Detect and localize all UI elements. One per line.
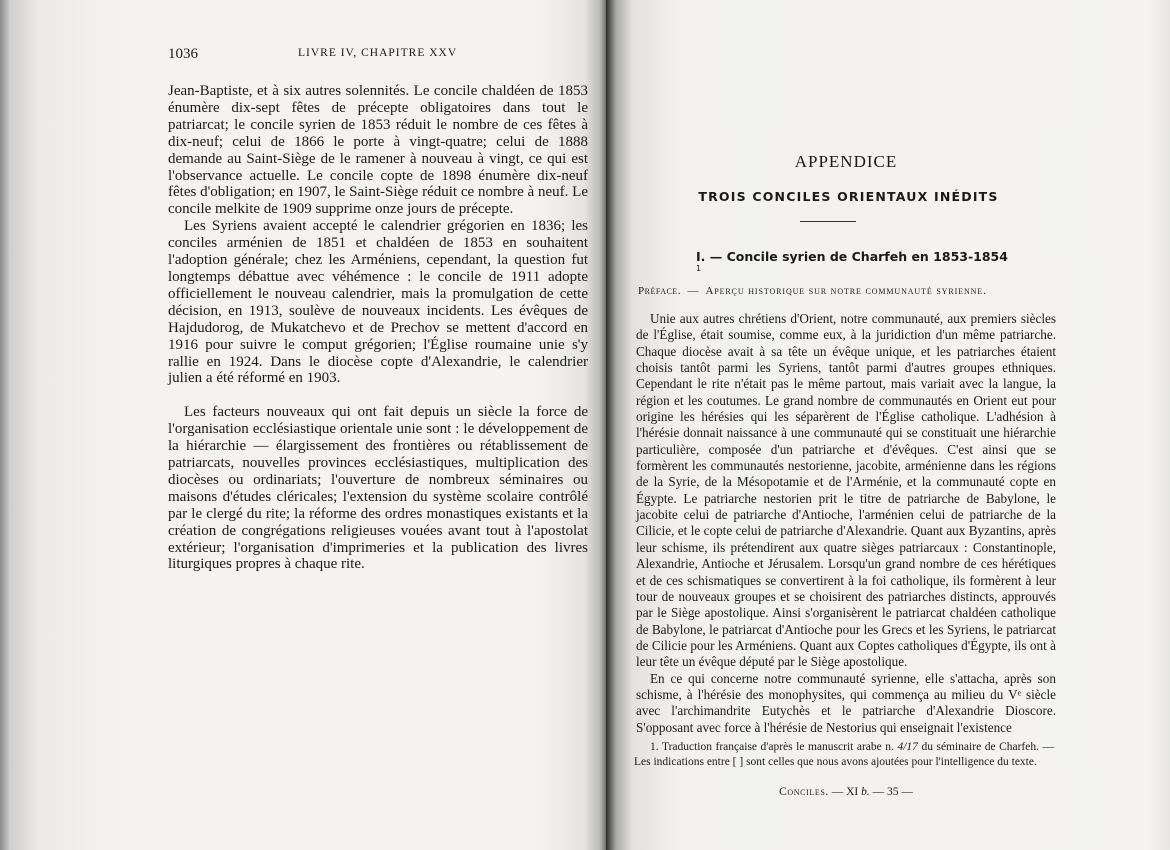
- section-heading-text: I. — Concile syrien de Charfeh en 1853-1854: [696, 249, 1008, 264]
- footnote-manuscript-ref: 4/17: [897, 741, 918, 753]
- signature-sheet: — 35 —: [872, 786, 913, 798]
- printer-signature: [636, 786, 1056, 798]
- page-number: 1036: [168, 46, 198, 62]
- preface-dash: —: [687, 285, 699, 297]
- preface-heading: Aperçu historique sur notre communauté syrienne.: [705, 285, 987, 297]
- title-rule-divider: [800, 221, 856, 222]
- appendix-subtitle: TROIS CONCILES ORIENTAUX INÉDITS: [698, 189, 999, 204]
- signature-mark: — XI: [831, 786, 859, 798]
- signature-label: Conciles.: [779, 786, 829, 798]
- right-paragraph: Unie aux autres chrétiens d'Orient, notre communauté, aux premiers siècles de l'Église, était soumise, comme eux, à la juridiction d'un même patriarche. Chaque diocèse avait à sa tête un évêque unique, et les patriarches étaient choisis tantôt parmi les Syriens, tantôt parmi d'autres groupes ethniques. Cependant le rite n'était pas le même partout, mais variait avec la langue, la région et les coutumes. Le grand nombre de communautés en Orient eut pour origine les hérésies qui les séparèrent de l'Église catholique. L'adhésion à l'hérésie donnait naissance à une communauté qui se constituait une hiérarchie particulière, composée d'un patriarche et d'évêques. C'est ainsi que se formèrent les communautés nestorienne, jacobite, arménienne dans les régions de la Syrie, de la Mésopotamie et de l'Arménie, et la communauté copte en Égypte. Le patriarche nestorien prit le titre de patriarche de Babylone, le jacobite celui de patriarche d'Antioche, l'arménien celui de patriarche de la Cilicie, et le copte celui de patriarche d'Alexandrie. Quant aux Byzantins, après leur schisme, ils prétendirent aux quatre sièges patriarcaux : Constantinople, Alexandrie, Antioche et Jérusalem. Lorsqu'un grand nombre de ces hérétiques et de ces schismatiques se convertirent à la foi catholique, ils formèrent à leur tour de nouveaux groupes et se choisirent des patriarches distincts, approuvés par le Siège apostolique. Ainsi s'organisèrent le patriarcat chaldéen catholique de Babylone, le patriarcat d'Antioche pour les Grecs et les Syriens, le patriarcat de Cilicie pour les Arméniens. Quant aux Coptes catholiques d'Égypte, ils ont à leur tête un évêque député par le Siège apostolique.: [636, 311, 1056, 670]
- right-paragraph: En ce qui concerne notre communauté syrienne, elle s'attacha, après son schisme, à l'hérésie des monophysites, qui commença au milieu du Vᵉ siècle avec l'archimandrite Eutychès et le patriarche d'Alexandrie Dioscore. S'opposant avec force à l'hérésie de Nestorius qui enseignait l'existence: [636, 670, 1056, 735]
- footnote: [634, 740, 1054, 770]
- left-paragraph: Jean-Baptiste, et à six autres solennités. Le concile chaldéen de 1853 énumère dix-sept fêtes de précepte obligatoires dans tout le patriarcat; le concile syrien de 1853 réduit le nombre de ces fêtes à dix-neuf; celui de 1866 le porte à vingt-quatre; celui de 1888 demande au Saint-Siège de le ramener à nouveau à vingt, ce qui est l'observance actuelle. Le concile copte de 1898 énumère dix-neuf fêtes d'obligation; en 1907, le Saint-Siège réduit ce nombre à neuf. Le concile melkite de 1909 supprime onze jours de précepte.: [168, 83, 588, 218]
- footnote-text-before: Traduction française d'après le manuscrit arabe n.: [661, 741, 894, 753]
- left-paragraph: Les facteurs nouveaux qui ont fait depuis un siècle la force de l'organisation ecclésiastique orientale unie sont : le développement de la hiérarchie — élargissement des frontières ou rétablissement de patriarcats, nouvelles provinces ecclésiastiques, multiplication des diocèses ou ordinariats; l'ouverture de nombreux séminaires ou maisons d'études cléricales; l'extension du système scolaire contrôlé par le clergé du rite; la réforme des ordres monastiques existants et la création de congrégations religieuses vouées avant tout à l'apostolat extérieur; l'organisation d'imprimeries et la publication des livres liturgiques propres à chaque rite.: [168, 404, 588, 573]
- signature-volume: b.: [861, 786, 870, 798]
- left-paragraph: Les Syriens avaient accepté le calendrier grégorien en 1836; les conciles arménien de 1851 et chaldéen de 1853 en souhaitent l'adoption générale; chez les Arméniens, cependant, la question fut longtemps débattue avec véhémence : le concile de 1911 adopte officiellement le nouveau calendrier, mais la promulgation de cette décision, en 1913, soulève de nouveaux incidents. Les évêques de Hajdudorog, de Mukatchevo et de Prechov se mettent d'accord en 1916 pour suivre le comput grégorien; l'Église roumaine unie s'y rallie en 1924. Dans le diocèse copte d'Alexandrie, le calendrier julien a été réformé en 1903.: [168, 218, 588, 387]
- footnote-text-after: du séminaire de Charfeh. — Les indications entre [ ] sont celles que nous avons ajoutées pour l'intelligence du texte.: [634, 741, 1055, 768]
- footnote-number: 1.: [650, 741, 659, 753]
- left-running-head: [168, 46, 592, 66]
- preface-line: [638, 285, 1038, 297]
- appendix-title: APPENDICE: [794, 152, 898, 171]
- running-title: LIVRE IV, CHAPITRE XXV: [298, 47, 458, 59]
- preface-label: Préface.: [638, 285, 681, 297]
- right-page-body: [636, 311, 1056, 736]
- left-page-body: [168, 83, 588, 573]
- section-heading: [696, 249, 1016, 279]
- footnote-ref: 1: [696, 264, 702, 273]
